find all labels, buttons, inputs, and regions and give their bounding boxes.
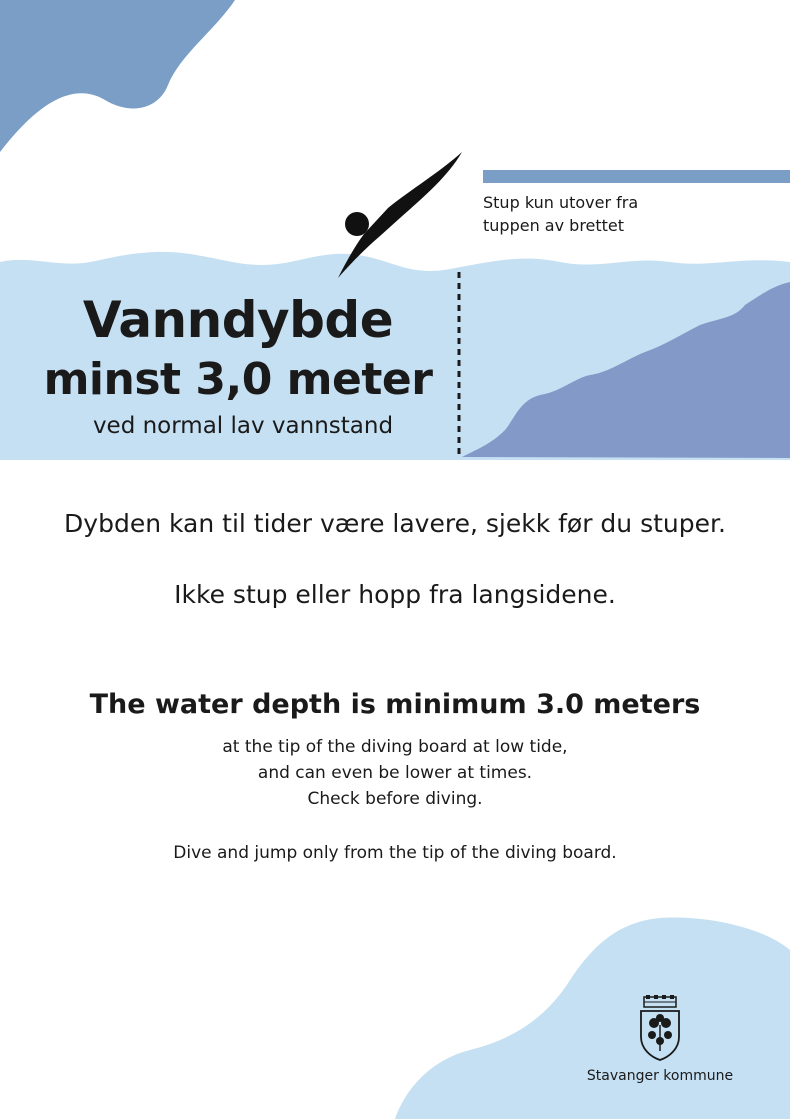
board-note-line1: Stup kun utover fra xyxy=(483,193,639,212)
english-line3: Check before diving. xyxy=(307,789,483,809)
norwegian-sides: Ikke stup eller hopp fra langsidene. xyxy=(174,580,616,609)
stavanger-coat-of-arms-icon xyxy=(637,995,683,1061)
diving-board xyxy=(483,170,790,183)
english-heading: The water depth is minimum 3.0 meters xyxy=(89,689,701,720)
depth-heading: minst 3,0 meter xyxy=(43,354,433,405)
logo-name: Stavanger kommune xyxy=(586,1068,734,1084)
depth-subtitle: ved normal lav vannstand xyxy=(92,413,394,439)
corner-blob-top-left xyxy=(0,0,235,152)
english-line4: Dive and jump only from the tip of the diving board. xyxy=(173,843,617,863)
page-title: Vanndybde xyxy=(82,291,394,349)
board-note-line2: tuppen av brettet xyxy=(483,216,625,235)
norwegian-warning: Dybden kan til tider være lavere, sjekk før du stuper. xyxy=(64,509,726,538)
english-line2: and can even be lower at times. xyxy=(257,763,533,783)
corner-blob-bottom-right xyxy=(395,917,790,1119)
english-line1: at the tip of the diving board at low tide, xyxy=(222,737,568,757)
board-note xyxy=(483,191,743,237)
